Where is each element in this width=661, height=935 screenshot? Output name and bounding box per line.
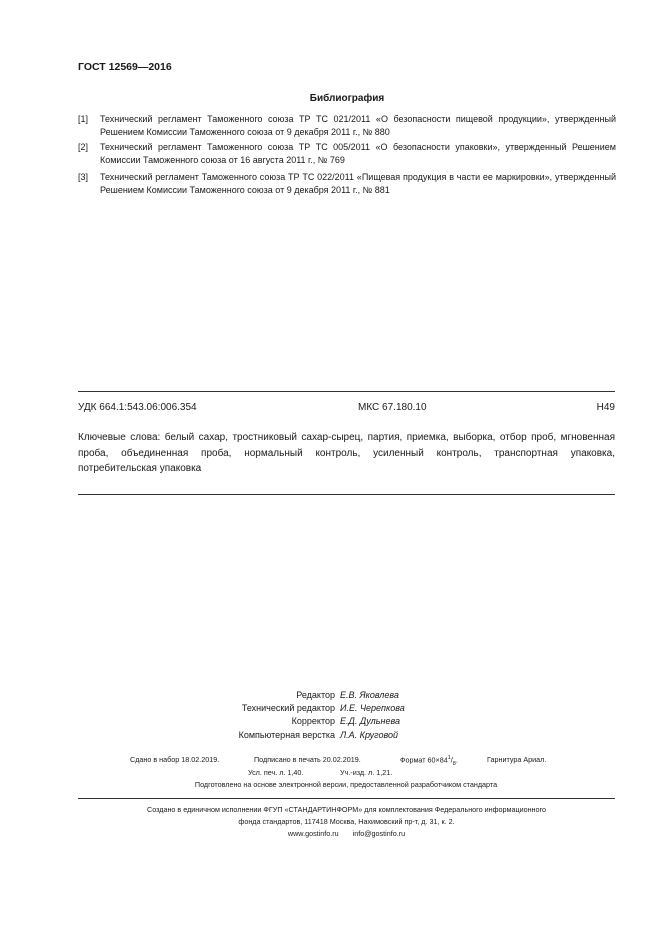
format-label: Формат 60×84: [400, 755, 448, 765]
okc-code: Н49: [596, 402, 615, 413]
bibliography-item-number: [2]: [78, 142, 89, 152]
staff-person: Л.А. Круговой: [340, 729, 399, 740]
staff-person: И.Е. Черепкова: [340, 703, 405, 714]
staff-row: [200, 689, 500, 702]
staff-role: Редактор: [296, 690, 335, 700]
publishing-sheets: Уч.-изд. л. 1,21.: [340, 768, 393, 777]
bibliography-item-number: [1]: [78, 114, 89, 124]
format-fraction-numerator: 1: [447, 755, 451, 761]
staff-list: [200, 689, 500, 742]
footer-email-link[interactable]: info@gostinfo.ru: [352, 829, 406, 838]
prepared-note: Подготовлено на основе электронной версии, предоставленной разработчиком стандарта: [194, 780, 498, 789]
footer-contacts: [78, 829, 615, 838]
staff-person: Е.В. Яковлева: [340, 690, 399, 700]
bibliography-item-number: [3]: [78, 172, 89, 182]
staff-role: Корректор: [291, 716, 335, 727]
document-code: ГОСТ 12569—2016: [78, 61, 172, 73]
typeface: Гарнитура Ариал.: [487, 755, 547, 764]
bibliography-item-text: Технический регламент Таможенного союза ТР ТС 022/2011 «Пищевая продукция в части ее маркировки», утвержденный Решением Комиссии Таможенного союза от 9 декабря 2011 г., № 881: [100, 172, 616, 196]
staff-role: Технический редактор: [241, 703, 335, 714]
signed-date: Подписано в печать 20.02.2019.: [254, 755, 361, 764]
format-fraction-denominator: 8: [452, 760, 456, 767]
bibliography-item-text: Технический регламент Таможенного союза ТР ТС 005/2011 «О безопасности упаковки», утвержденный Решением Комиссии Таможенного союза от 16 августа 2011 г., № 769: [100, 142, 616, 166]
divider-footer: [78, 798, 615, 799]
staff-person: Е.Д. Дульнева: [340, 716, 400, 727]
divider-top: [78, 391, 615, 392]
footer-line-2: фонда стандартов, 117418 Москва, Нахимовский пр-т, д. 31, к. 2.: [238, 817, 455, 826]
footer-website-link[interactable]: www.gostinfo.ru: [287, 829, 339, 838]
staff-row: [200, 702, 500, 715]
mks-code: МКС 67.180.10: [358, 402, 427, 413]
format: Формат $60\times 84^1/_8$.: [400, 755, 458, 767]
staff-role: Компьютерная верстка: [238, 729, 335, 740]
staff-row: [200, 729, 500, 742]
footer-line-1: Создано в единичном исполнении ФГУП «СТАНДАРТИНФОРМ» для комплектования Федерального информационного: [147, 805, 546, 814]
udk-code: УДК 664.1:543.06:006.354: [78, 402, 197, 413]
bibliography-title: Библиография: [309, 93, 385, 104]
print-sheets: Усл. печ. л. 1,40.: [248, 768, 304, 777]
bibliography-item: [78, 141, 616, 168]
staff-row: [200, 715, 500, 728]
keywords: Ключевые слова: белый сахар, тростниковый сахар-сырец, партия, приемка, выборка, отбор проб, мгновенная проба, объединенная проба, нормальный контроль, усиленный контроль, транспортная упаковка, потребительская упаковка: [78, 432, 615, 474]
bibliography-item: [78, 113, 616, 140]
bibliography-item: [78, 171, 616, 198]
classification-row: [78, 402, 615, 413]
bibliography-item-text: Технический регламент Таможенного союза ТР ТС 021/2011 «О безопасности пищевой продукции», утвержденный Решением Комиссии Таможенного союза от 9 декабря 2011 г., № 880: [100, 114, 616, 138]
divider-bottom: [78, 494, 615, 495]
submitted-date: Сдано в набор 18.02.2019.: [130, 755, 220, 764]
